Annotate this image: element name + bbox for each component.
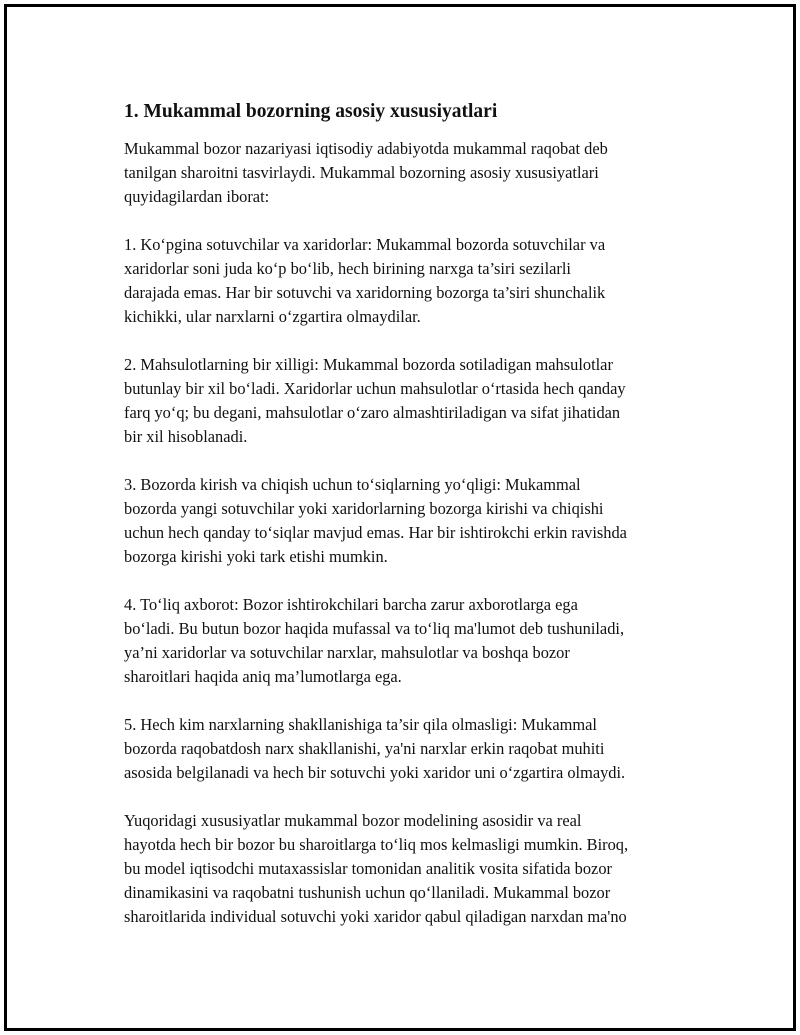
paragraph-point-3: 3. Bozorda kirish va chiqish uchun to‘siqlarning yo‘qligi: Mukammal bozorda yangi sotuvchilar yoki xaridorlarning bozorga kirishi va chiqishi uchun hech qanday to‘siqlar mavjud emas. Har bir ishtirokchi erkin ravishda bozorga kirishi yoki tark etishi mumkin. — [124, 475, 627, 566]
paragraph-point-1: 1. Ko‘pgina sotuvchilar va xaridorlar: Mukammal bozorda sotuvchilar va xaridorlar soni juda ko‘p bo‘lib, hech birining narxga ta’siri sezilarli darajada emas. Har bir sotuvchi va xaridorning bozorga ta’siri shunchalik kichikki, ular narxlarni o‘zgartira olmaydilar. — [124, 235, 606, 326]
paragraph-point-5: 5. Hech kim narxlarning shakllanishiga ta’sir qila olmasligi: Mukammal bozorda raqobatdosh narx shakllanishi, ya'ni narxlar erkin raqobat muhiti asosida belgilanadi va hech bir sotuvchi yoki xaridor uni o‘zgartira olmaydi. — [124, 715, 626, 782]
paragraph-point-2: 2. Mahsulotlarning bir xilligi: Mukammal bozorda sotiladigan mahsulotlar butunlay bir xil bo‘ladi. Xaridorlar uchun mahsulotlar o‘rtasida hech qanday farq yo‘q; bu degani, mahsulotlar o‘zaro almashtiriladigan va sifat jihatidan bir xil hisoblanadi. — [124, 355, 626, 446]
section-heading: 1. Mukammal bozorning asosiy xususiyatlari — [124, 101, 498, 122]
conclusion-paragraph: Yuqoridagi xususiyatlar mukammal bozor modelining asosidir va real hayotda hech bir bozor bu sharoitlarga to‘liq mos kelmasligi mumkin. Biroq, bu model iqtisodchi mutaxassislar tomonidan analitik vosita sifatida bozor dinamikasini va raqobatni tushunish uchun qo‘llaniladi. Mukammal bozor sharoitlarida individual sotuvchi yoki xaridor qabul qiladigan narxdan ma'no — [124, 811, 629, 926]
intro-paragraph: Mukammal bozor nazariyasi iqtisodiy adabiyotda mukammal raqobat deb tanilgan sharoitni tasvirlaydi. Mukammal bozorning asosiy xususiyatlari quyidagilardan iborat: — [124, 139, 608, 206]
paragraph-point-4: 4. To‘liq axborot: Bozor ishtirokchilari barcha zarur axborotlarga ega bo‘ladi. Bu butun bozor haqida mufassal va to‘liq ma'lumot deb tushuniladi, ya’ni xaridorlar va sotuvchilar narxlar, mahsulotlar va boshqa bozor sharoitlari haqida aniq ma’lumotlarga ega. — [124, 595, 625, 686]
page-frame — [4, 4, 796, 1031]
document-body — [124, 99, 714, 929]
